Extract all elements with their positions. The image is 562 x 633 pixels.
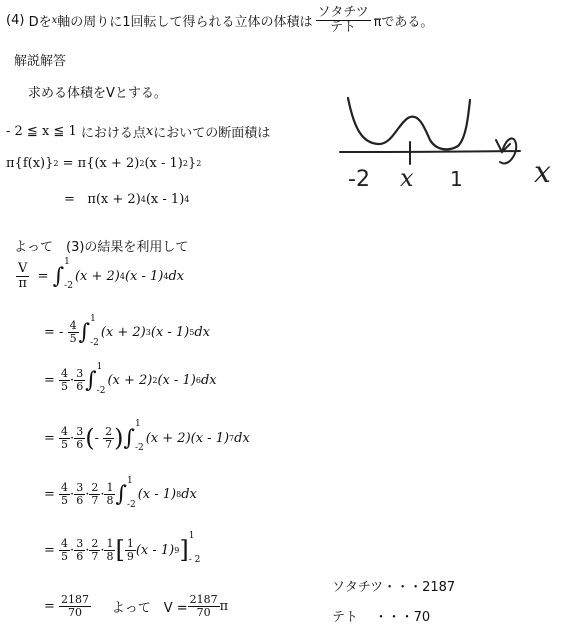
section-title: 解説解答 xyxy=(14,54,67,69)
step-1: = - $\frac{4}{5}$ ∫ 1 -2 (x + 2) 3 (x - 1) 5 dx xyxy=(44,313,210,348)
using-text: よって (3)の結果を利用して xyxy=(14,240,189,255)
function-sketch xyxy=(330,88,560,198)
v-over-pi: $\frac{V}{\pi}$ xyxy=(18,261,28,291)
step-4: = $\frac{4}{5}$ · $\frac{3}{6}$ · $\frac{2}{7}$ · $\frac{1}{8}$ ∫ 1 -2 (x - 1) 8 dx xyxy=(44,475,197,510)
problem-label: (4) xyxy=(6,12,25,28)
step-5: = $\frac{4}{5}$ · $\frac{3}{6}$ · $\frac{2}{7}$ · $\frac{1}{8}$ [ $\frac{1}{9}$ (x - 1) 9 ] 1 - 2 xyxy=(44,531,201,565)
sketch-label-x: x xyxy=(400,164,414,192)
step-3: = $\frac{4}{5}$ · $\frac{3}{6}$ ( - $\frac{2}{7}$ ) ∫ 1 -2 (x + 2)(x - 1) 7 dx xyxy=(44,419,250,453)
sketch-label-minus2: -2 xyxy=(348,167,370,192)
area-equation-1: π{f(x)} 2 = π{(x + 2) 2 (x - 1) 2 } 2 xyxy=(6,156,202,171)
problem-statement: (4) Dを x 軸の周りに1回転して得られる立体の体積は $\frac{\text{ソタチツ}}{\text{テト}}$ πである。 xyxy=(6,5,434,35)
cross-section-line: - 2 ≦ x ≦ 1 における点 x においての断面積は xyxy=(6,124,271,141)
integral-sign: ∫ xyxy=(52,263,65,289)
intro-text: 求める体積をVとする。 xyxy=(28,86,167,101)
area-equation-2: = π(x + 2) 4 (x - 1) 4 xyxy=(64,192,190,207)
answer-2: テト ・・・70 xyxy=(332,610,431,625)
sketch-axis xyxy=(340,151,520,152)
answer-1: ソタチツ・・・2187 xyxy=(332,580,456,595)
sketch-curve xyxy=(348,98,470,149)
sketch-label-1: 1 xyxy=(450,167,463,191)
volume-fraction: $\frac{\text{ソタチツ}}{\text{テト}}$ xyxy=(317,5,369,35)
step-6-result: = $\frac{2187}{70}$ よって V = $\frac{2187}{70}$ π xyxy=(44,593,229,619)
sketch-label-axis-x: x xyxy=(534,155,551,190)
step-0: $\frac{V}{\pi}$ = ∫ 1 -2 (x + 2) 4 (x - 1) 4 dx xyxy=(18,257,185,292)
step-2: = $\frac{4}{5}$ · $\frac{3}{6}$ ∫ 1 -2 (x + 2) 2 (x - 1) 6 dx xyxy=(44,361,217,396)
